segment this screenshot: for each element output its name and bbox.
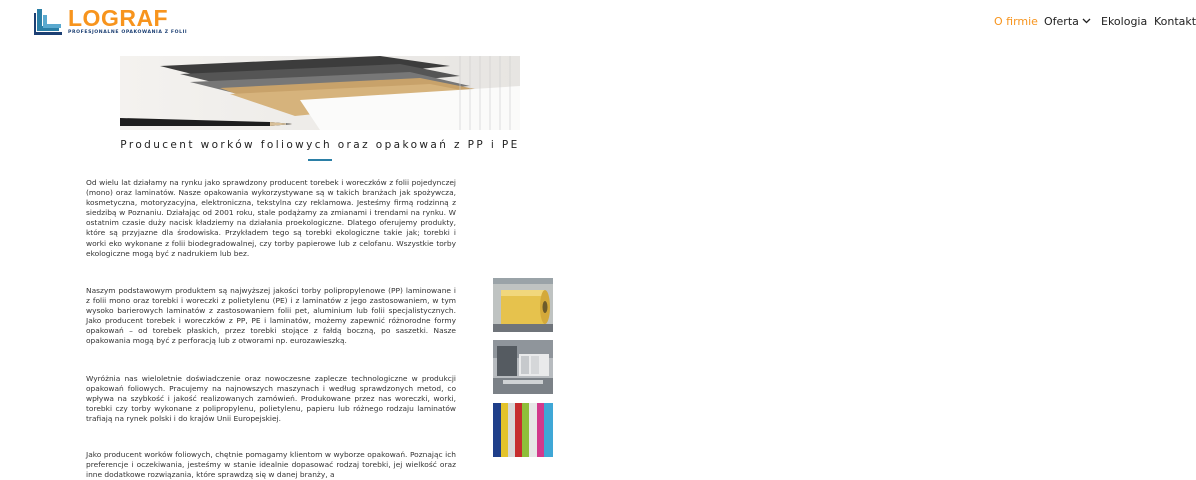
- nav-item-kontakt[interactable]: Kontakt: [1154, 15, 1196, 28]
- page-title: Producent worków foliowych oraz opakowań z PP i PE: [120, 139, 520, 151]
- nav-item-oferta[interactable]: [1044, 15, 1091, 28]
- side-image-machine: [493, 340, 553, 394]
- nav-item-ekologia[interactable]: Ekologia: [1101, 15, 1148, 28]
- chevron-down-icon: [1082, 18, 1091, 24]
- nav-item-oferta-label: Oferta: [1044, 15, 1079, 28]
- packaging-machine-photo: [493, 340, 553, 394]
- experience-paragraph: Wyróżnia nas wieloletnie doświadczenie oraz nowoczesne zaplecze technologiczne w produkcji opakowań foliowych. Pracujemy na najnowszych maszynach i według sprawdzonych metod, co wpływa na szybkość i jakość realizowanych zamówień. Produkowane przez nas woreczki, worki, torebki czy torby wykonane z polipropylenu, polietylenu, papieru lub różnego rodzaju laminatów trafiają na rynek polski i do krajów Unii Europejskiej.: [86, 374, 456, 424]
- paper-and-pencil-photo: [120, 56, 520, 130]
- logo-wordmark: LOGRAF: [68, 5, 169, 31]
- nav-item-o-firmie[interactable]: O firmie: [994, 15, 1038, 28]
- film-roll-photo: [493, 278, 553, 332]
- hero-image: [120, 56, 520, 130]
- logo-mark-icon: [34, 7, 64, 37]
- intro-paragraph: Od wielu lat działamy na rynku jako sprawdzony producent torebek i woreczków z folii pojedynczej (mono) oraz laminatów. Nasze opakowania wykorzystywane są w takich branżach jak spożywcza, kosmetyczna, motoryzacyjna, elektroniczna, tekstylna czy reklamowa. Jesteśmy firmą rodzinną z siedzibą w Poznaniu. Działając od 2001 roku, stale podążamy za zmianami i trendami na rynku. W ostatnim czasie duży nacisk kładziemy na działania proekologiczne. Dlatego oferujemy produkty, które są przyjazne dla środowiska. Przykładem tego są torebki ekologiczne takie jak; torebki i worki eko wykonane z folii biodegradowalnej, czy torby papierowe lub z celofanu. Wszystkie torby ekologiczne mogą być z nadrukiem lub bez.: [86, 178, 456, 258]
- advice-paragraph: Jako producent worków foliowych, chętnie pomagamy klientom w wyborze opakowań. Poznając ich preferencje i oczekiwania, jesteśmy w stanie idealnie dopasować rodzaj torebki, jej wielkość oraz inne dodatkowe rozwiązania, które sprawdzą się w danej branży, a: [86, 450, 456, 480]
- site-header: [0, 0, 1196, 44]
- logo-tagline: PROFESJONALNE OPAKOWANIA Z FOLII: [68, 30, 188, 35]
- colorful-bags-photo: [493, 403, 553, 457]
- logo[interactable]: [34, 5, 188, 39]
- side-image-bags: [493, 403, 553, 457]
- title-divider: [308, 159, 332, 161]
- side-image-film-roll: [493, 278, 553, 332]
- products-paragraph: Naszym podstawowym produktem są najwyższej jakości torby polipropylenowe (PP) laminowane i z folii mono oraz torebki i woreczki z polietylenu (PE) i z laminatów z jego zastosowaniem, w tym wysoko barierowych laminatów z zastosowaniem folii pet, aluminium lub folii specjalistycznych. Jako producent torebek i woreczków z PP, PE i laminatów, możemy zapewnić różnorodne formy opakowań – od torebek płaskich, przez torebki stojące z fałdą boczną, po saszetki. Nasze opakowania mogą być z perforacją lub z otworami np. eurozawieszką.: [86, 286, 456, 346]
